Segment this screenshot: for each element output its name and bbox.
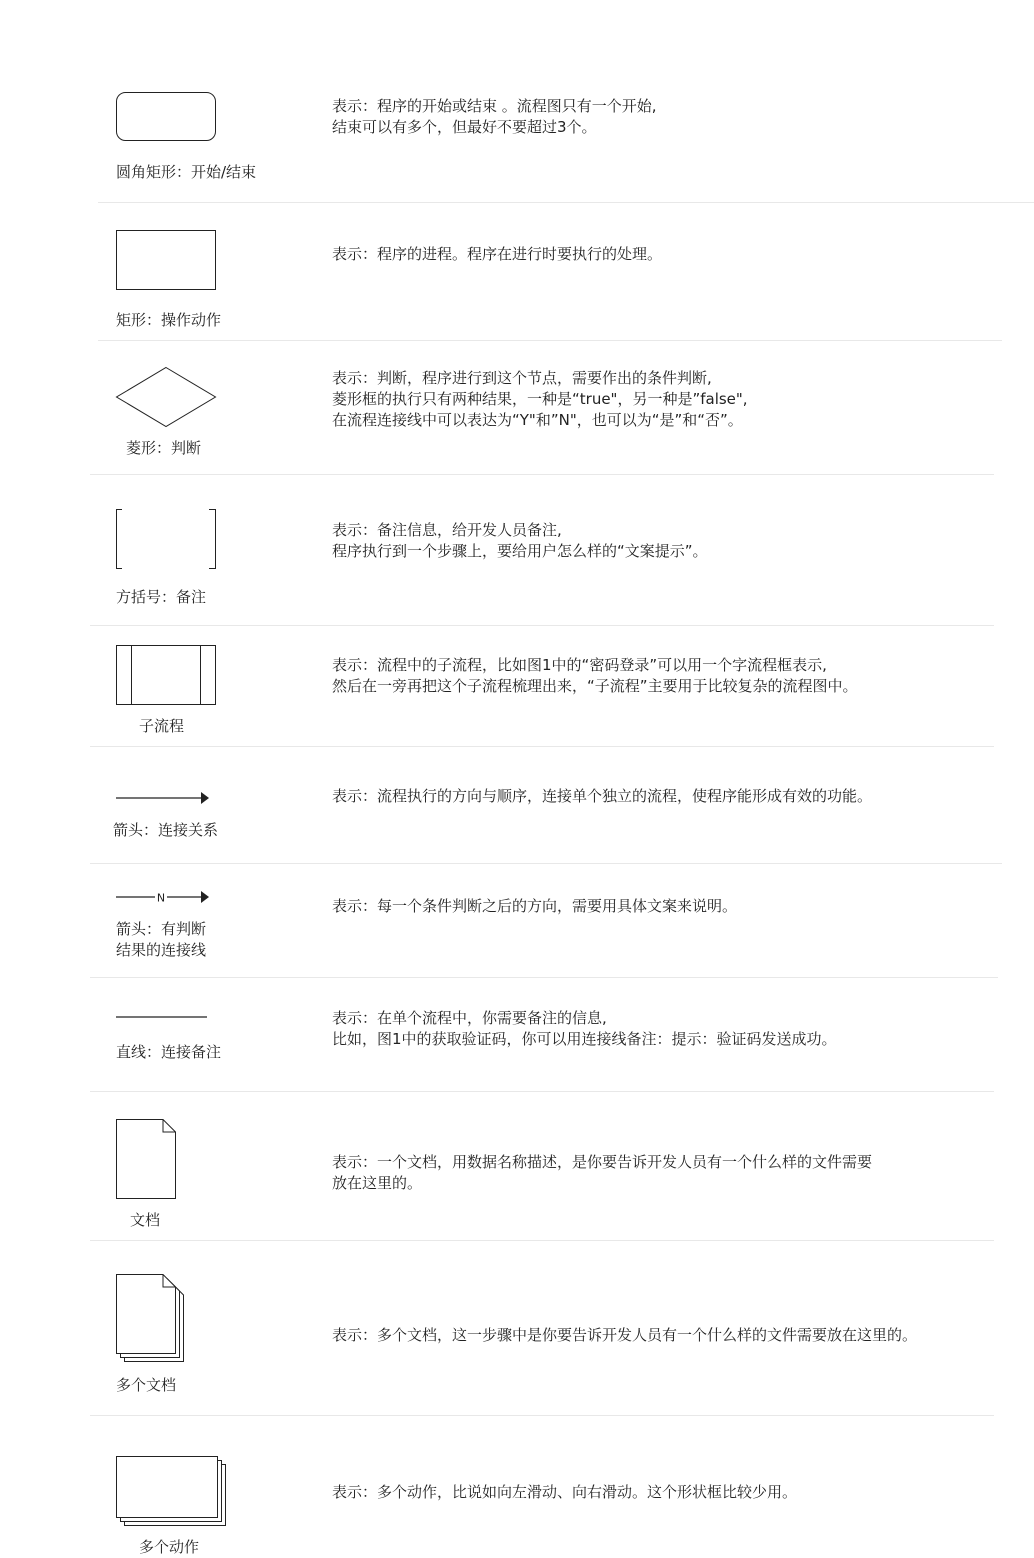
row-divider xyxy=(98,340,1002,341)
row-divider xyxy=(90,1091,994,1092)
multiple-actions-shape xyxy=(116,1456,228,1528)
row-divider xyxy=(90,977,998,978)
bracket-shape xyxy=(116,509,217,570)
arrow-branch-label: N xyxy=(156,891,166,905)
labeled-arrow-shape xyxy=(116,889,210,905)
arrow-description: 表示：流程执行的方向与顺序，连接单个独立的流程，使程序能形成有效的功能。 xyxy=(332,787,873,805)
multiple-actions-label: 多个动作 xyxy=(139,1538,200,1556)
multiple-documents-description: 表示：多个文档，这一步骤中是你要告诉开发人员有一个什么样的文件需要放在这里的。 xyxy=(332,1326,918,1344)
straight-line-description: 表示：在单个流程中，你需要备注的信息, 比如，图1中的获取验证码，你可以用连接线备注：提示：验证码发送成功。 xyxy=(332,1009,837,1048)
labeled-arrow-description: 表示：每一个条件判断之后的方向，需要用具体文案来说明。 xyxy=(332,897,738,915)
rounded-rectangle-description: 表示：程序的开始或结束 。流程图只有一个开始, 结束可以有多个，但最好不要超过3个。 xyxy=(332,97,657,136)
row-divider xyxy=(90,1240,994,1241)
bracket-description: 表示：备注信息，给开发人员备注, 程序执行到一个步骤上，要给用户怎么样的“文案提示”。 xyxy=(332,521,708,560)
row-divider xyxy=(90,474,994,475)
diamond-label: 菱形：判断 xyxy=(126,439,202,457)
document-shape xyxy=(116,1119,177,1200)
subprocess-description: 表示：流程中的子流程，比如图1中的“密码登录”可以用一个字流程框表示, 然后在一旁再把这个子流程梳理出来，“子流程”主要用于比较复杂的流程图中。 xyxy=(332,656,858,695)
rounded-rectangle-label: 圆角矩形：开始/结束 xyxy=(116,163,257,181)
diamond-description: 表示：判断，程序进行到这个节点，需要作出的条件判断, 菱形框的执行只有两种结果，一种是“true"，另一种是”false", 在流程连接线中可以表达为“Y"和”N"，也可以为“是”和“否”。 xyxy=(332,369,748,429)
document-description: 表示：一个文档，用数据名称描述，是你要告诉开发人员有一个什么样的文件需要 放在这里的。 xyxy=(332,1153,873,1192)
straight-line-shape xyxy=(116,1012,208,1022)
bracket-label: 方括号：备注 xyxy=(116,588,207,606)
arrow-label: 箭头：连接关系 xyxy=(113,821,219,839)
rectangle-label: 矩形：操作动作 xyxy=(116,311,222,329)
multiple-actions-description: 表示：多个动作，比说如向左滑动、向右滑动。这个形状框比较少用。 xyxy=(332,1483,798,1501)
multiple-documents-shape xyxy=(116,1274,188,1366)
row-divider xyxy=(90,863,1002,864)
arrow-shape xyxy=(116,790,210,806)
row-divider xyxy=(90,1415,994,1416)
rectangle-description: 表示：程序的进程。程序在进行时要执行的处理。 xyxy=(332,245,663,263)
diamond-shape xyxy=(116,367,217,428)
rectangle-shape xyxy=(116,230,217,291)
row-divider xyxy=(90,625,994,626)
straight-line-label: 直线：连接备注 xyxy=(116,1043,222,1061)
rounded-rectangle-shape xyxy=(116,92,217,142)
subprocess-label: 子流程 xyxy=(139,717,185,735)
row-divider xyxy=(98,202,1034,203)
document-label: 文档 xyxy=(130,1211,161,1229)
subprocess-shape xyxy=(116,645,217,706)
labeled-arrow-label: 箭头：有判断 结果的连接线 xyxy=(116,920,207,959)
row-divider xyxy=(90,746,994,747)
multiple-documents-label: 多个文档 xyxy=(116,1376,177,1394)
